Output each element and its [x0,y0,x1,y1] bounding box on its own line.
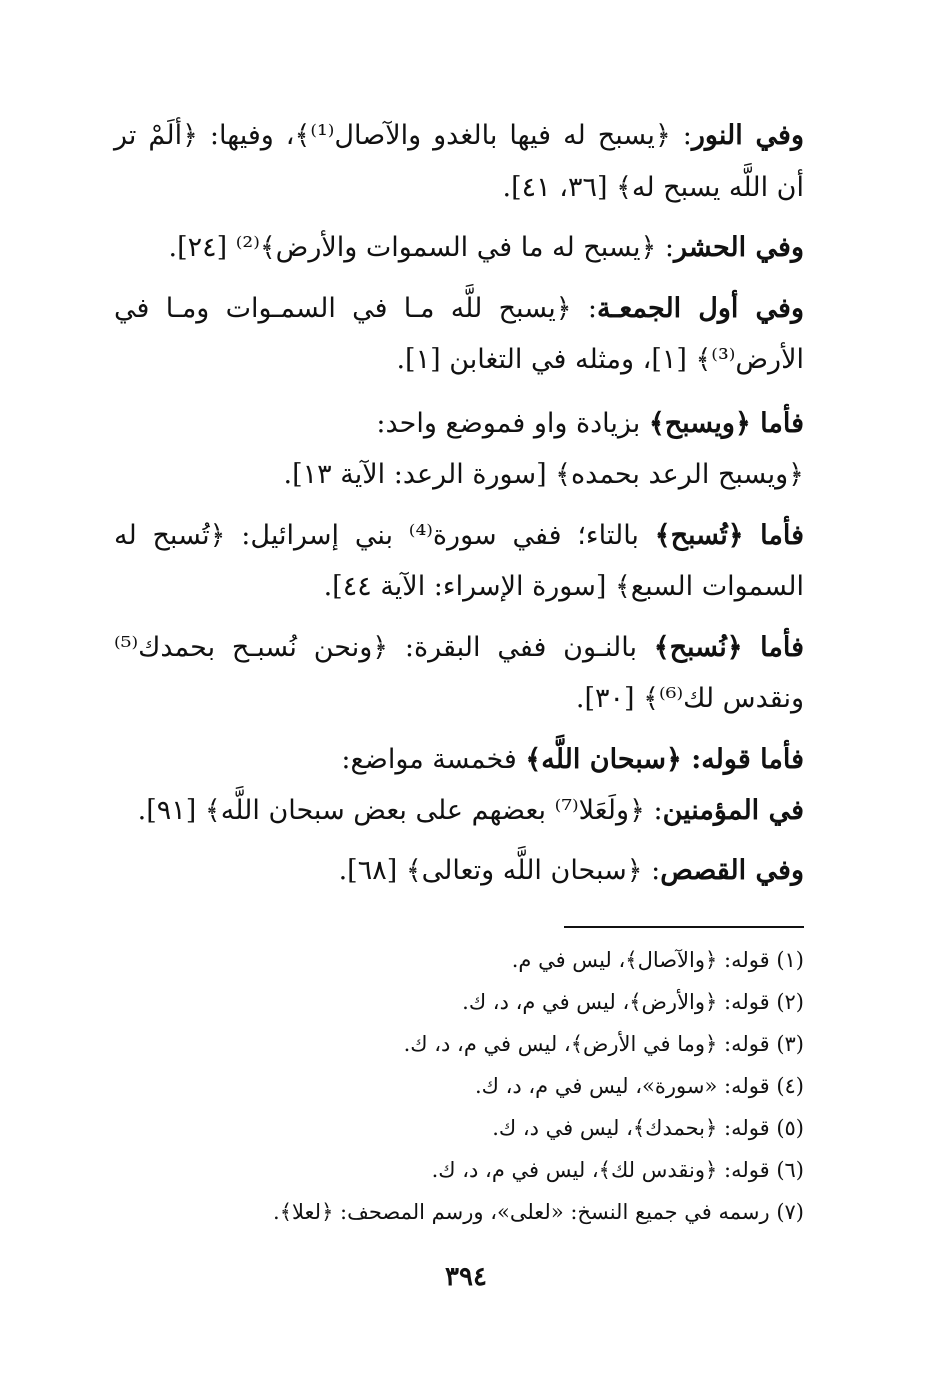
lead-text: فأما ﴿ويسبح﴾ [648,408,804,439]
line-text: الأرض⁽³⁾﴾ [١]، ومثله في التغابن [١]. [396,344,804,375]
body-line [114,516,804,556]
line-text: ﴿ويسبح الرعد بحمده﴾ [سورة الرعد: الآية ١٣]. [283,459,804,490]
line-text: : ﴿يسبح له ما في السموات والأرض﴾⁽²⁾ [٢٤]. [168,232,674,263]
line-text: ونقدس لك⁽⁶⁾﴾ [٣٠]. [575,683,804,714]
footnote-text: قوله: ﴿ونقدس لك﴾، ليس في م، د، ك. [431,1158,770,1182]
footnote-text: قوله: ﴿والآصال﴾، ليس في م. [511,948,770,972]
body-line [114,116,804,156]
line-text: بالتاء؛ ففي سورة⁽⁴⁾ بني إسرائيل: ﴿تُسبح له [114,520,655,551]
footnote-number: (٦) [776,1158,804,1182]
footnote [114,1197,804,1227]
body-line [114,567,804,607]
footnote-number: (٤) [776,1074,804,1098]
lead-text: فأما ﴿تُسبح﴾ [654,520,805,551]
footnote [114,945,804,975]
footnote-text: قوله: «سورة»، ليس في م، د، ك. [474,1074,770,1098]
line-text: فخمسة مواضع: [341,744,526,775]
body-line [154,851,804,891]
footnote [114,1029,804,1059]
footnote-number: (٣) [776,1032,804,1056]
body-line [154,228,804,268]
footnote-number: (٥) [776,1116,804,1140]
lead-text: وفي الحشر [674,232,804,263]
footnote [114,987,804,1017]
body-line [154,455,804,495]
page-number: ٣٩٤ [445,1262,487,1292]
lead-text: وفي النور [691,120,804,151]
lead-text: فأما ﴿نُسبح﴾ [653,632,805,663]
body-line [114,168,804,208]
lead-text: وفي القصص [660,855,804,886]
footnote-text: قوله: ﴿وما في الأرض﴾، ليس في م، د، ك. [403,1032,770,1056]
body-line [114,289,804,329]
footnote [114,1071,804,1101]
line-text: السموات السبع﴾ [سورة الإسراء: الآية ٤٤]. [323,571,804,602]
body-line [154,404,804,444]
body-line [114,340,804,380]
lead-text: في المؤمنين [662,795,804,826]
line-text: : ﴿يسبح للَّه مـا في السمـوات ومـا في [114,293,597,324]
line-text: أن اللَّه يسبح له﴾ [٣٦، ٤١]. [502,172,804,203]
footnote-number: (١) [776,948,804,972]
line-text: بالنـون ففي البقرة: ﴿ونحن نُسبـح بحمدك⁽⁵⁾ [114,632,654,663]
footnote-text: رسمه في جميع النسخ: «لعلى»، ورسم المصحف: ﴿لعلا﴾. [273,1200,770,1224]
lead-text: فأما قوله: ﴿سبحان اللَّه﴾ [525,744,804,775]
footnote [114,1155,804,1185]
footnote-number: (٧) [776,1200,804,1224]
footnote [114,1113,804,1143]
footnote-separator [564,926,804,928]
body-line [154,740,804,780]
body-line [114,791,804,831]
footnote-number: (٢) [776,990,804,1014]
footnote-text: قوله: ﴿بحمدك﴾، ليس في د، ك. [492,1116,770,1140]
footnote-text: قوله: ﴿والأرض﴾، ليس في م، د، ك. [462,990,770,1014]
lead-text: وفي أول الجمعـة [597,293,804,324]
line-text: بزيادة واو فموضع واحد: [376,408,649,439]
body-line [114,628,804,668]
line-text: : ﴿سبحان اللَّه وتعالى﴾ [٦٨]. [338,855,661,886]
line-text: : ﴿يسبح له فيها بالغدو والآصال⁽¹⁾﴾، وفيها: ﴿ألَمْ تر [114,120,692,151]
body-line [114,679,804,719]
line-text: : ﴿ولَعَلا⁽⁷⁾ بعضهم على بعض سبحان اللَّه﴾ [٩١]. [137,795,663,826]
